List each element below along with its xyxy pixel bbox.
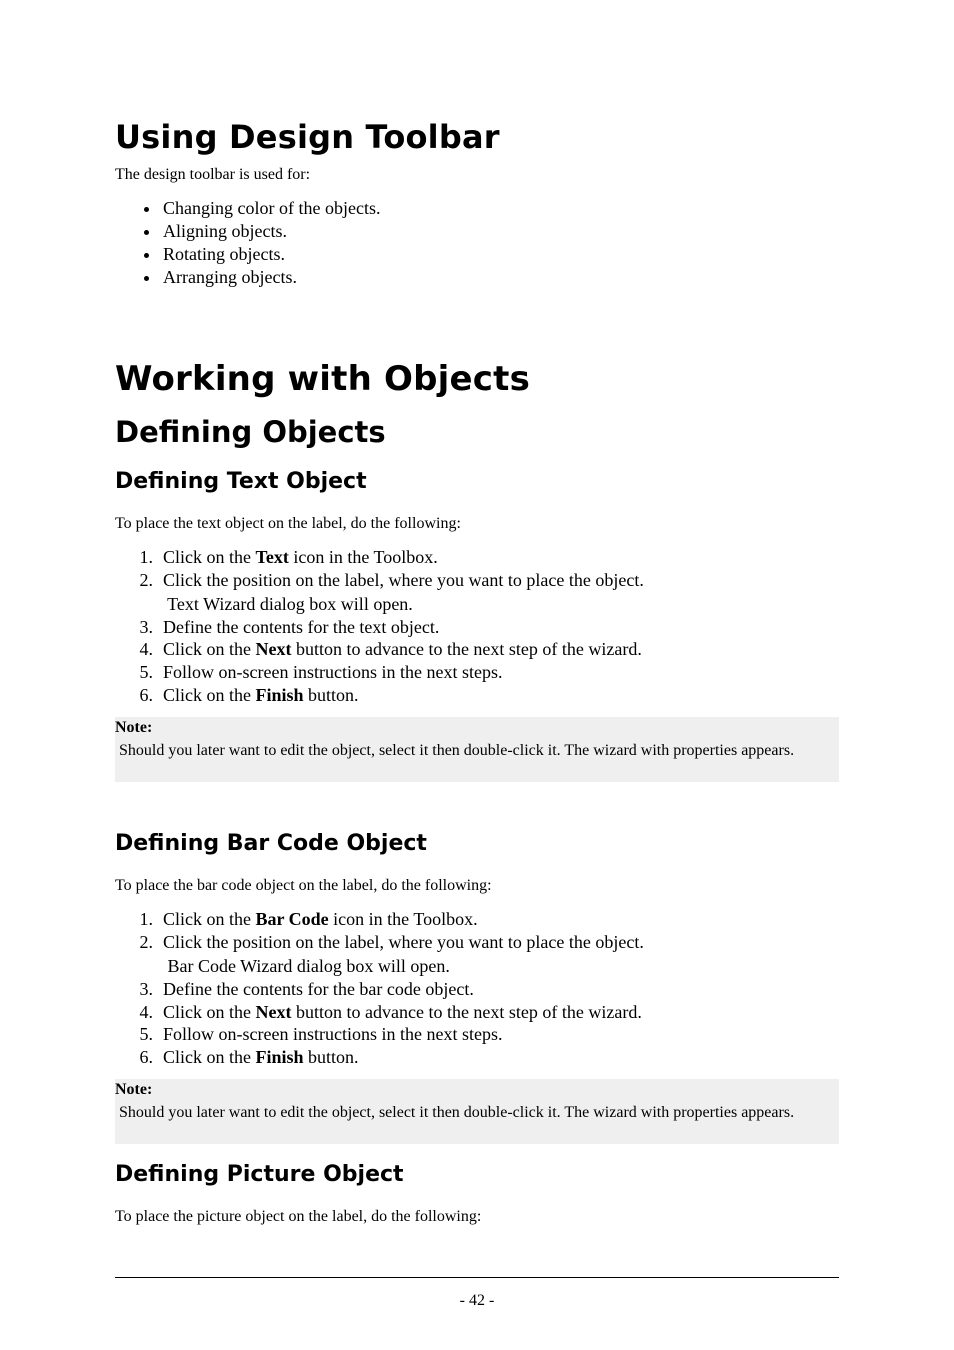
note-body: Should you later want to edit the object, select it then double-click it. The wizard with properties appears. [115,742,795,759]
note-title: Note: [115,1081,153,1098]
heading-defining-objects: Defining Objects [115,415,386,449]
note-box [115,1079,839,1144]
chapter-title: Working with Objects [115,359,531,399]
bullet-icon [144,276,149,281]
footer-divider [115,1277,839,1278]
bullet-icon [144,207,149,212]
note-title: Note: [115,719,153,736]
heading-defining-picture-object: Defining Picture Object [115,1162,404,1187]
heading-defining-text-object: Defining Text Object [115,469,367,494]
toolbar-intro: The design toolbar is used for: [115,166,311,183]
picture-object-intro: To place the picture object on the label, do the following: [115,1208,482,1225]
note-body: Should you later want to edit the object, select it then double-click it. The wizard with properties appears. [115,1104,795,1121]
heading-using-design-toolbar: Using Design Toolbar [115,118,500,156]
heading-defining-bar-code-object: Defining Bar Code Object [115,831,427,856]
bullet-icon [144,230,149,235]
page-number: - 42 - [459,1292,495,1309]
text-object-intro: To place the text object on the label, do the following: [115,515,461,532]
barcode-object-intro: To place the bar code object on the label, do the following: [115,877,492,894]
bullet-icon [144,253,149,258]
note-box [115,717,839,782]
